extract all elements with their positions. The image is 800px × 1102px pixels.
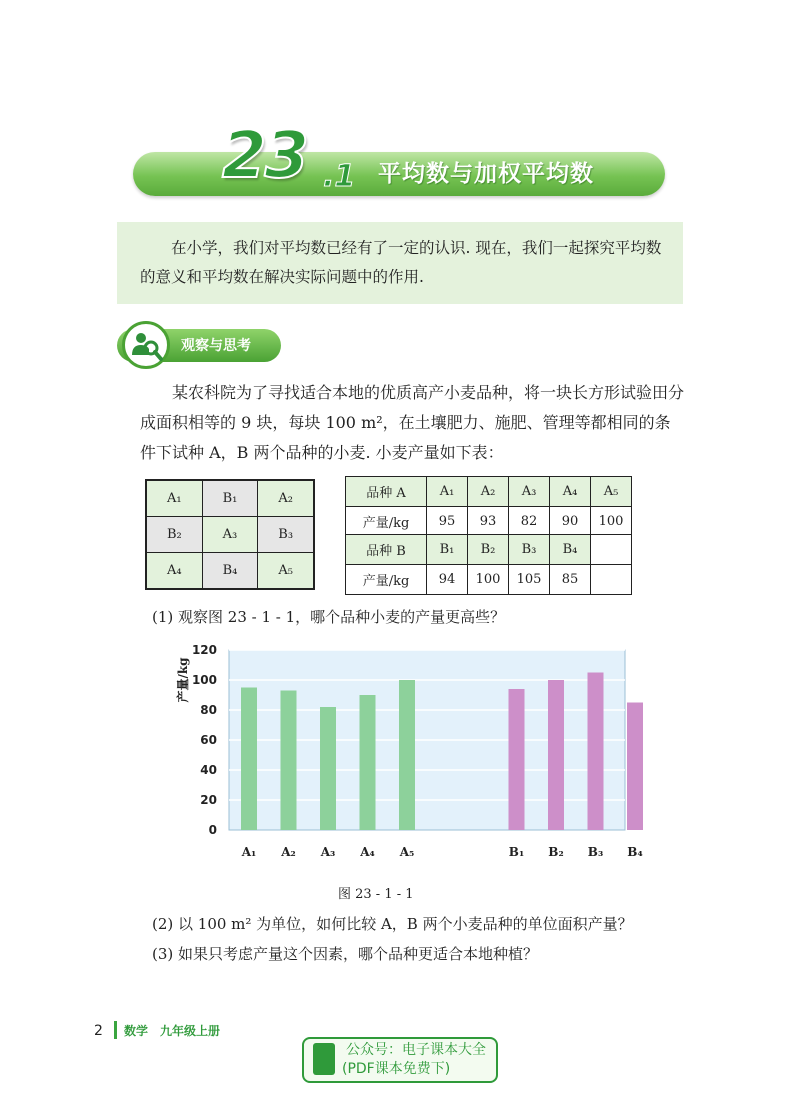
question-3: (3) 如果只考虑产量这个因素，哪个品种更适合本地种植？ xyxy=(152,945,539,963)
table-cell: 100 xyxy=(591,507,632,537)
table-empty-cell xyxy=(591,565,632,595)
chart-x-tick-label: A₃ xyxy=(320,845,336,859)
table-variety-b xyxy=(345,534,632,595)
chart-y-tick-label: 100 xyxy=(191,673,217,687)
chart-x-tick-label: B₃ xyxy=(587,845,604,859)
table-col: B₁ xyxy=(427,535,468,565)
table-col: A₃ xyxy=(509,477,550,507)
chart-y-tick-label: 120 xyxy=(191,643,217,657)
figure-caption: 图 23 - 1 - 1 xyxy=(338,887,414,902)
table-cell: 93 xyxy=(468,507,509,537)
table-row-label: 产量/kg xyxy=(346,507,427,537)
plot-cell: A₂ xyxy=(258,480,314,517)
table-variety-a xyxy=(345,476,632,537)
chart-x-tick-label: B₄ xyxy=(627,845,643,859)
chart-bar-a-3 xyxy=(320,707,336,830)
page-number: 2 xyxy=(94,1023,103,1039)
table-col: A₂ xyxy=(468,477,509,507)
chart-y-tick-label: 0 xyxy=(208,823,217,837)
table-col: A₅ xyxy=(591,477,632,507)
table-head: 品种 B xyxy=(346,535,427,565)
plot-cell: A₅ xyxy=(258,553,314,590)
observe-label: 观察与思考 xyxy=(181,338,251,354)
plot-cell: A₃ xyxy=(202,517,258,553)
chart-x-tick-label: B₂ xyxy=(548,845,564,859)
chart-x-labels xyxy=(241,845,643,859)
chart-bar-a-2 xyxy=(281,691,297,831)
field-plot-grid xyxy=(145,479,315,590)
book-icon xyxy=(313,1043,335,1075)
question-2: (2) 以 100 m² 为单位，如何比较 A，B 两个小麦品种的单位面积产量？ xyxy=(152,915,633,933)
chart-bar-a-5 xyxy=(399,680,415,830)
intro-text: 在小学，我们对平均数已经有了一定的认识. 现在，我们一起探究平均数的意义和平均数在解决实际问题中的作用. xyxy=(140,239,662,286)
chart-bar-b-8 xyxy=(588,673,604,831)
table-cell: 90 xyxy=(550,507,591,537)
chart-bar-a-1 xyxy=(241,688,257,831)
plot-cell: B₃ xyxy=(258,517,314,553)
chart-bar-a-4 xyxy=(360,695,376,830)
question-1: (1) 观察图 23 - 1 - 1，哪个品种小麦的产量更高些？ xyxy=(152,608,506,626)
chart-y-tick-label: 40 xyxy=(200,763,217,777)
chart-y-tick-label: 60 xyxy=(200,733,217,747)
table-cell: 94 xyxy=(427,565,468,595)
table-col: B₄ xyxy=(550,535,591,565)
chart-x-tick-label: B₁ xyxy=(508,845,525,859)
body-paragraph: 某农科院为了寻找适合本地的优质高产小麦品种，将一块长方形试验田分成面积相等的 9 块，每块 100 m²，在土壤肥力、施肥、管理等都相同的条件下试种 A，B 两个品种的小麦. 小麦产量如下表： xyxy=(140,383,685,462)
chart-y-label: 产量/kg xyxy=(176,657,190,703)
table-row-label: 产量/kg xyxy=(346,565,427,595)
chart-x-tick-label: A₅ xyxy=(399,845,415,859)
table-empty-cell xyxy=(591,535,632,565)
table-head: 品种 A xyxy=(346,477,427,507)
watermark-line-1: 公众号：电子课本大全 xyxy=(346,1042,486,1058)
table-col: B₃ xyxy=(509,535,550,565)
plot-cell: A₁ xyxy=(146,480,202,517)
section-subnumber: .1 xyxy=(323,159,356,194)
section-number: 23 xyxy=(222,119,308,193)
chart-x-tick-label: A₁ xyxy=(241,845,257,859)
table-col: A₄ xyxy=(550,477,591,507)
plot-cell: B₄ xyxy=(202,553,258,590)
magnifier-person-icon xyxy=(130,329,164,363)
chart-x-tick-label: A₂ xyxy=(281,845,296,859)
chart-y-tick-label: 80 xyxy=(200,703,217,717)
bar-chart xyxy=(165,640,643,870)
chart-x-tick-label: A₄ xyxy=(360,845,375,859)
plot-cell: B₁ xyxy=(202,480,258,517)
watermark-line-2: (PDF课本免费下) xyxy=(342,1061,451,1077)
chart-bar-b-6 xyxy=(509,689,525,830)
chart-y-tick-label: 20 xyxy=(200,793,217,807)
plot-cell: A₄ xyxy=(146,553,202,590)
table-cell: 105 xyxy=(509,565,550,595)
chart-y-ticks xyxy=(192,643,217,837)
table-col: A₁ xyxy=(427,477,468,507)
chart-bar-b-9 xyxy=(627,703,643,831)
table-cell: 82 xyxy=(509,507,550,537)
chart-bar-b-7 xyxy=(548,680,564,830)
plot-cell: B₂ xyxy=(146,517,202,553)
footer-divider xyxy=(114,1021,117,1039)
book-title: 数学 九年级上册 xyxy=(124,1024,221,1038)
table-cell: 100 xyxy=(468,565,509,595)
table-cell: 95 xyxy=(427,507,468,537)
table-col: B₂ xyxy=(468,535,509,565)
table-cell: 85 xyxy=(550,565,591,595)
section-title: 平均数与加权平均数 xyxy=(378,161,594,187)
